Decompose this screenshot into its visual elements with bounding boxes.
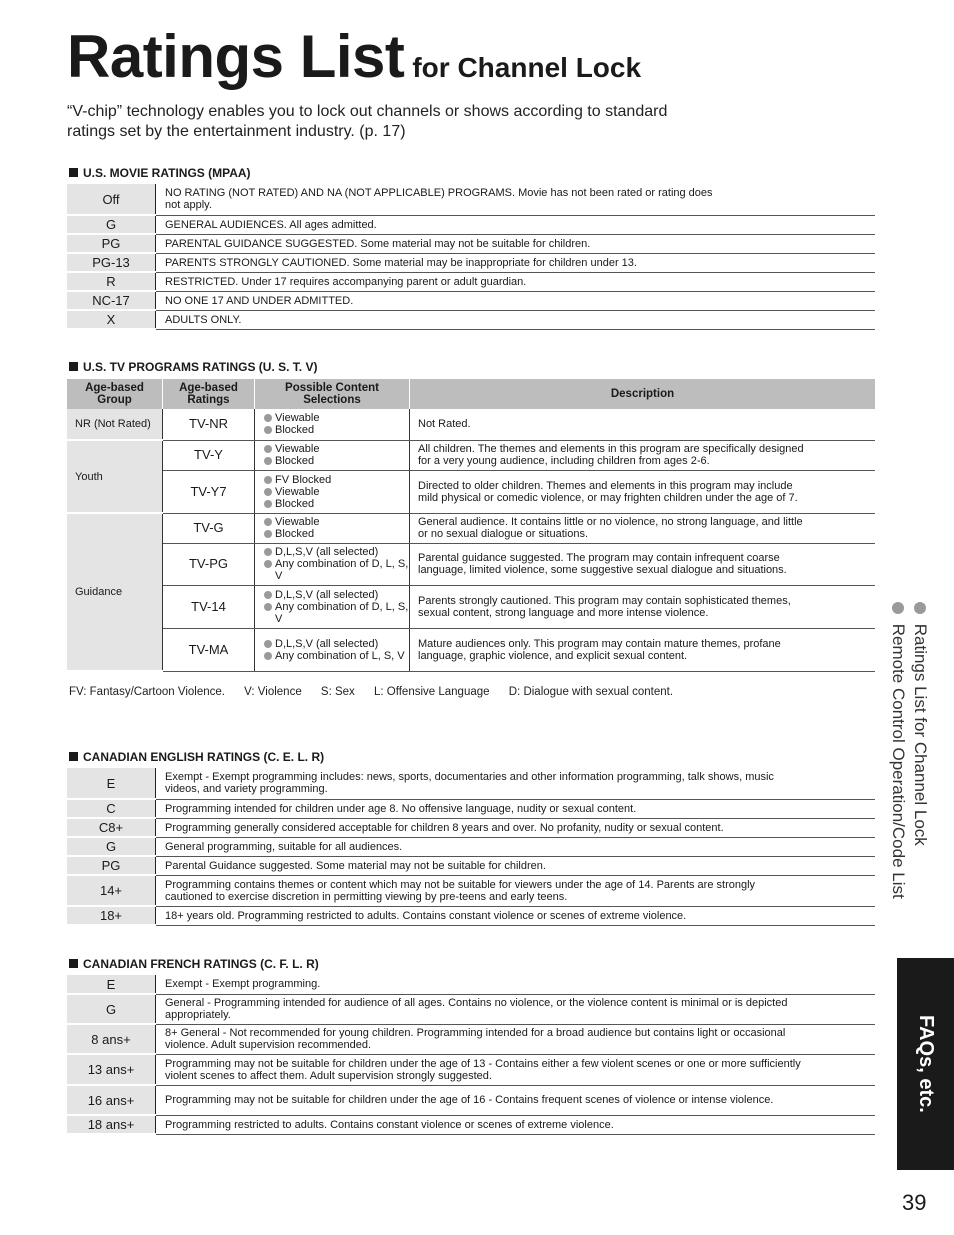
age-rating: TV-14 (163, 585, 255, 628)
rating-desc: RESTRICTED. Under 17 requires accompanying parent or adult guardian. (156, 272, 876, 291)
mpaa-table (67, 184, 875, 330)
content-selections: D,L,S,V (all selected) Any combination of L, S, V (255, 628, 410, 671)
rating-desc: Parental guidance suggested. The program may contain infrequent coarse language, limited violence, some suggestive sexual dialogue and situations. (410, 543, 876, 585)
legend-item: FV: Fantasy/Cartoon Violence. (69, 686, 225, 698)
bullet-icon (264, 476, 272, 484)
table-header-row (67, 379, 875, 409)
table-row (67, 837, 875, 856)
table-row (67, 272, 875, 291)
bullet-icon (892, 602, 904, 614)
age-rating: TV-Y7 (163, 470, 255, 513)
table-row (67, 253, 875, 272)
faqs-tab (897, 958, 954, 1170)
rating-desc: Exempt - Exempt programming. (156, 975, 876, 994)
rating-code: X (67, 310, 156, 329)
table-row (67, 906, 875, 925)
square-bullet-icon (69, 362, 78, 371)
rating-code: C (67, 799, 156, 818)
legend-item: D: Dialogue with sexual content. (508, 686, 674, 698)
mpaa-heading: U.S. MOVIE RATINGS (MPAA) (69, 166, 251, 180)
table-row (67, 215, 875, 234)
table-row (67, 585, 875, 628)
rating-code: 18+ (67, 906, 156, 925)
page-title (67, 22, 641, 91)
rating-desc: GENERAL AUDIENCES. All ages admitted. (156, 215, 876, 234)
cflr-table (67, 975, 875, 1135)
rating-desc: Programming restricted to adults. Contains constant violence or scenes of extreme violence. (156, 1115, 876, 1134)
bullet-icon (264, 518, 272, 526)
rating-desc: Programming contains themes or content which may not be suitable for viewers under the age of 14. Parents are strongly cautioned to exercise discretion in permitting viewing by pre-teens and early teens. (156, 875, 876, 906)
table-row (67, 799, 875, 818)
rating-code: NC-17 (67, 291, 156, 310)
bullet-icon (264, 457, 272, 465)
title-main: Ratings List (67, 23, 405, 90)
table-row (67, 1054, 875, 1085)
table-row (67, 409, 875, 440)
rating-code: PG-13 (67, 253, 156, 272)
side-item-remote-control: Remote Control Operation/Code List (887, 602, 909, 948)
table-row (67, 628, 875, 671)
rating-desc: PARENTAL GUIDANCE SUGGESTED. Some material may not be suitable for children. (156, 234, 876, 253)
rating-desc: Programming may not be suitable for children under the age of 16 - Contains frequent scenes of violence or intense violence. (156, 1085, 876, 1115)
header-age-ratings: Age-based Ratings (163, 379, 255, 409)
table-row (67, 994, 875, 1024)
table-row (67, 1115, 875, 1134)
title-sub: for Channel Lock (412, 52, 642, 83)
legend-item: V: Violence (244, 686, 302, 698)
ustv-table (67, 379, 875, 672)
table-row (67, 818, 875, 837)
ustv-heading: U.S. TV PROGRAMS RATINGS (U. S. T. V) (69, 360, 317, 374)
content-selections: D,L,S,V (all selected) Any combination of D, L, S, V (255, 585, 410, 628)
rating-desc: Programming may not be suitable for children under the age of 13 - Contains either a few violent scenes or one or more sufficiently violent scenes to affect them. Adult supervision strongly suggested. (156, 1054, 876, 1085)
rating-code: G (67, 215, 156, 234)
bullet-icon (264, 640, 272, 648)
rating-desc: Parents strongly cautioned. This program may contain sophisticated themes, sexual content, strong language and more intense violence. (410, 585, 876, 628)
table-row (67, 1085, 875, 1115)
content-selections: D,L,S,V (all selected) Any combination of D, L, S, V (255, 543, 410, 585)
header-description: Description (410, 379, 876, 409)
rating-desc: General programming, suitable for all audiences. (156, 837, 876, 856)
celr-heading: CANADIAN ENGLISH RATINGS (C. E. L. R) (69, 750, 324, 764)
rating-code: 18 ans+ (67, 1115, 156, 1134)
rating-code: E (67, 975, 156, 994)
square-bullet-icon (69, 959, 78, 968)
bullet-icon (264, 445, 272, 453)
table-row (67, 768, 875, 799)
side-section-list (891, 602, 931, 948)
rating-desc: Parental Guidance suggested. Some material may not be suitable for children. (156, 856, 876, 875)
age-rating: TV-MA (163, 628, 255, 671)
table-row (67, 470, 875, 513)
rating-code: 14+ (67, 875, 156, 906)
table-row (67, 440, 875, 470)
age-rating: TV-NR (163, 409, 255, 440)
rating-code: E (67, 768, 156, 799)
content-selections: FV Blocked Viewable Blocked (255, 470, 410, 513)
rating-desc: General - Programming intended for audience of all ages. Contains no violence, or the violence content is minimal or is depicted appropriately. (156, 994, 876, 1024)
bullet-icon (914, 602, 926, 614)
table-row (67, 543, 875, 585)
content-selections: Viewable Blocked (255, 440, 410, 470)
rating-desc: PARENTS STRONGLY CAUTIONED. Some material may be inappropriate for children under 13. (156, 253, 876, 272)
side-item-ratings-list: Ratings List for Channel Lock (909, 602, 931, 948)
rating-code: Off (67, 184, 156, 215)
legend-item: S: Sex (320, 686, 355, 698)
rating-desc: 18+ years old. Programming restricted to adults. Contains constant violence or scenes of extreme violence. (156, 906, 876, 925)
bullet-icon (264, 591, 272, 599)
rating-code: 8 ans+ (67, 1024, 156, 1054)
rating-desc: Programming intended for children under age 8. No offensive language, nudity or sexual content. (156, 799, 876, 818)
rating-code: C8+ (67, 818, 156, 837)
rating-desc: Mature audiences only. This program may contain mature themes, profane language, graphic violence, and explicit sexual content. (410, 628, 876, 671)
rating-desc: Directed to older children. Themes and elements in this program may include mild physical or comedic violence, or may frighten children under the age of 7. (410, 470, 876, 513)
rating-desc: Not Rated. (410, 409, 876, 440)
bullet-icon (264, 530, 272, 538)
header-content-selections: Possible Content Selections (255, 379, 410, 409)
header-age-group: Age-based Group (67, 379, 163, 409)
table-row (67, 513, 875, 543)
page-number: 39 (902, 1190, 927, 1215)
table-row (67, 234, 875, 253)
rating-desc: All children. The themes and elements in this program are specifically designed for a very young audience, including children from ages 2-6. (410, 440, 876, 470)
legend-item: L: Offensive Language (374, 686, 490, 698)
rating-code: 16 ans+ (67, 1085, 156, 1115)
bullet-icon (264, 548, 272, 556)
rating-desc: 8+ General - Not recommended for young children. Programming intended for a broad audience but contains light or occasional violence. Adult supervision recommended. (156, 1024, 876, 1054)
intro-text: “V-chip” technology enables you to lock out channels or shows according to standard ratings set by the entertainment industry. (p. 17) (67, 103, 668, 140)
age-rating: TV-Y (163, 440, 255, 470)
square-bullet-icon (69, 168, 78, 177)
cflr-heading: CANADIAN FRENCH RATINGS (C. F. L. R) (69, 957, 319, 971)
rating-desc: ADULTS ONLY. (156, 310, 876, 329)
bullet-icon (264, 414, 272, 422)
table-row (67, 184, 875, 215)
age-rating: TV-G (163, 513, 255, 543)
table-row (67, 310, 875, 329)
faqs-tab-label: FAQs, etc. (915, 1015, 937, 1113)
bullet-icon (264, 500, 272, 508)
bullet-icon (264, 426, 272, 434)
age-rating: TV-PG (163, 543, 255, 585)
bullet-icon (264, 560, 272, 568)
table-row (67, 291, 875, 310)
table-row (67, 1024, 875, 1054)
rating-code: G (67, 994, 156, 1024)
age-group: Youth (67, 440, 163, 513)
bullet-icon (264, 603, 272, 611)
rating-desc: NO ONE 17 AND UNDER ADMITTED. (156, 291, 876, 310)
celr-table (67, 768, 875, 926)
rating-code: 13 ans+ (67, 1054, 156, 1085)
ustv-legend (69, 686, 689, 698)
square-bullet-icon (69, 752, 78, 761)
rating-desc: Programming generally considered acceptable for children 8 years and over. No profanity, nudity or sexual content. (156, 818, 876, 837)
age-group: Guidance (67, 513, 163, 671)
rating-desc: NO RATING (NOT RATED) AND NA (NOT APPLICABLE) PROGRAMS. Movie has not been rated or rating does not apply. (156, 184, 876, 215)
rating-desc: Exempt - Exempt programming includes: news, sports, documentaries and other information programming, talk shows, music videos, and variety programming. (156, 768, 876, 799)
rating-code: PG (67, 234, 156, 253)
content-selections: Viewable Blocked (255, 409, 410, 440)
bullet-icon (264, 652, 272, 660)
rating-code: G (67, 837, 156, 856)
content-selections: Viewable Blocked (255, 513, 410, 543)
table-row (67, 975, 875, 994)
table-row (67, 875, 875, 906)
table-row (67, 856, 875, 875)
age-group: NR (Not Rated) (67, 409, 163, 440)
rating-desc: General audience. It contains little or no violence, no strong language, and little or no sexual dialogue or situations. (410, 513, 876, 543)
bullet-icon (264, 488, 272, 496)
rating-code: R (67, 272, 156, 291)
rating-code: PG (67, 856, 156, 875)
